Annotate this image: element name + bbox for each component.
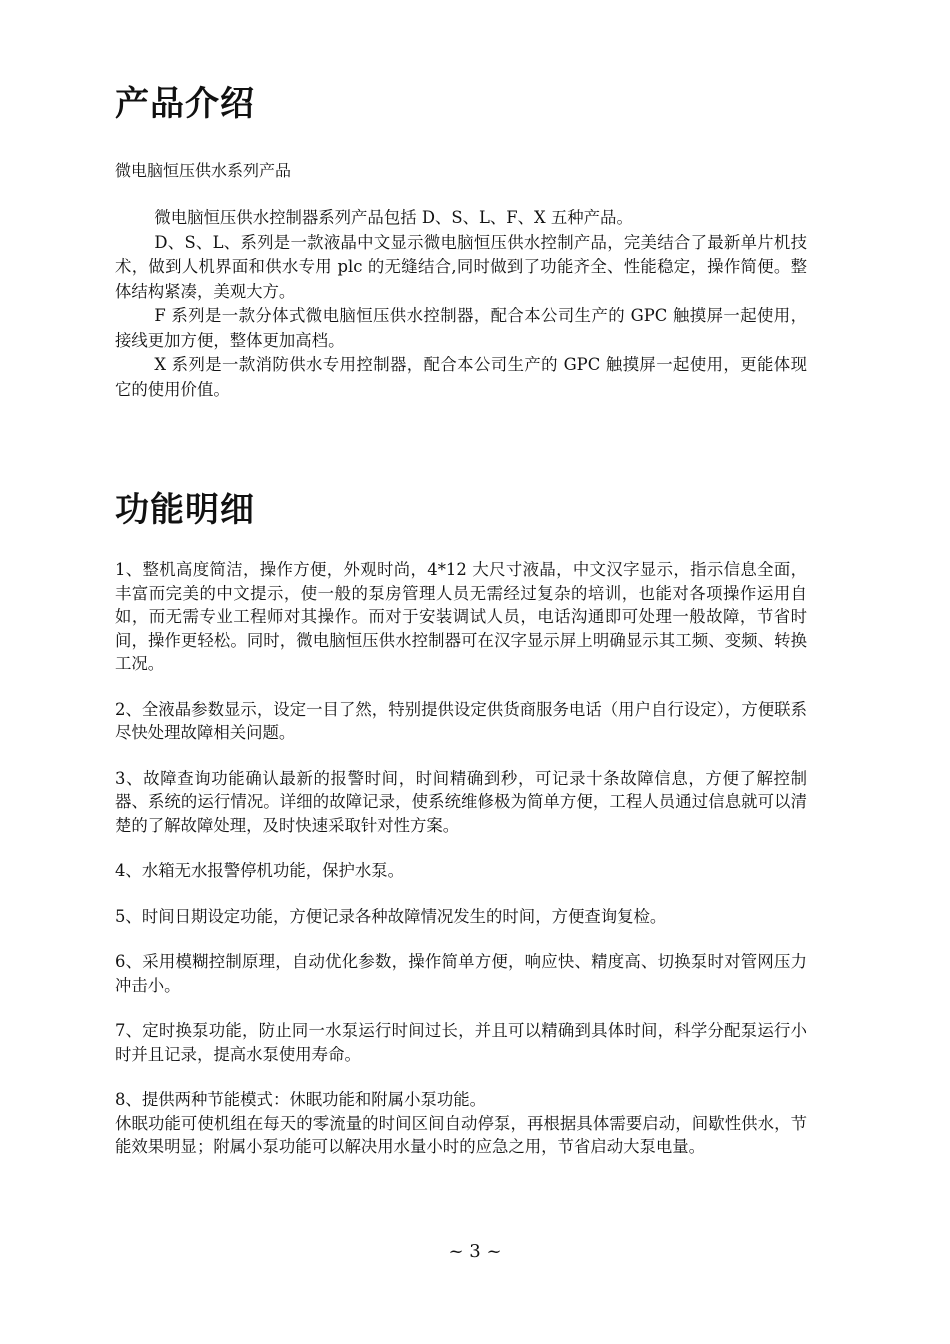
- feature-item: 4、水箱无水报警停机功能，保护水泵。: [115, 861, 405, 880]
- section-title-feature-details: 功能明细: [115, 490, 255, 530]
- feature-item: 7、定时换泵功能，防止同一水泵运行时间过长，并且可以精确到具体时间，科学分配泵运行小时并且记录，提高水泵使用寿命。: [115, 1021, 807, 1064]
- intro-paragraph: 微电脑恒压供水控制器系列产品包括 D、S、L、F、X 五种产品。: [154, 208, 633, 227]
- intro-paragraph: X 系列是一款消防供水专用控制器，配合本公司生产的 GPC 触摸屏一起使用，更能体现它的使用价值。: [115, 355, 807, 399]
- intro-paragraph: D、S、L、系列是一款液晶中文显示微电脑恒压供水控制产品，完美结合了最新单片机技术，做到人机界面和供水专用 plc 的无缝结合,同时做到了功能齐全、性能稳定，操作简便。整体结构紧凑，美观大方。: [115, 232, 807, 301]
- feature-item: 2、全液晶参数显示，设定一目了然，特别提供设定供货商服务电话（用户自行设定），方便联系尽快处理故障相关问题。: [115, 699, 807, 742]
- section-subtitle: 微电脑恒压供水系列产品: [115, 161, 292, 180]
- intro-body: [115, 206, 807, 402]
- feature-item: 3、故障查询功能确认最新的报警时间，时间精确到秒，可记录十条故障信息，方便了解控制器、系统的运行情况。详细的故障记录，使系统维修极为简单方便，工程人员通过信息就可以清楚的了解故障处理，及时快速采取针对性方案。: [115, 768, 807, 835]
- feature-item: 8、提供两种节能模式：休眠功能和附属小泵功能。: [115, 1090, 487, 1109]
- page-number: ~ 3 ~: [448, 1241, 502, 1262]
- feature-list: [115, 558, 807, 1181]
- feature-item-continuation: 休眠功能可使机组在每天的零流量的时间区间自动停泵，再根据具体需要启动，间歇性供水，节能效果明显；附属小泵功能可以解决用水量小时的应急之用，节省启动大泵电量。: [115, 1113, 807, 1156]
- feature-item: 5、时间日期设定功能，方便记录各种故障情况发生的时间，方便查询复检。: [115, 906, 667, 926]
- section-title-product-intro: 产品介绍: [115, 84, 255, 124]
- feature-item: 6、采用模糊控制原理，自动优化参数，操作简单方便，响应快、精度高、切换泵时对管网压力冲击小。: [115, 952, 807, 995]
- intro-paragraph: F 系列是一款分体式微电脑恒压供水控制器，配合本公司生产的 GPC 触摸屏一起使用，接线更加方便，整体更加高档。: [115, 306, 807, 350]
- feature-item: 1、整机高度简洁，操作方便，外观时尚，4*12 大尺寸液晶，中文汉字显示，指示信息全面，丰富而完美的中文提示，使一般的泵房管理人员无需经过复杂的培训，也能对各项操作运用自如，而无需专业工程师对其操作。而对于安装调试人员，电话沟通即可处理一般故障，节省时间，操作更轻松。同时，微电脑恒压供水控制器可在汉字显示屏上明确显示其工频、变频、转换工况。: [115, 560, 807, 673]
